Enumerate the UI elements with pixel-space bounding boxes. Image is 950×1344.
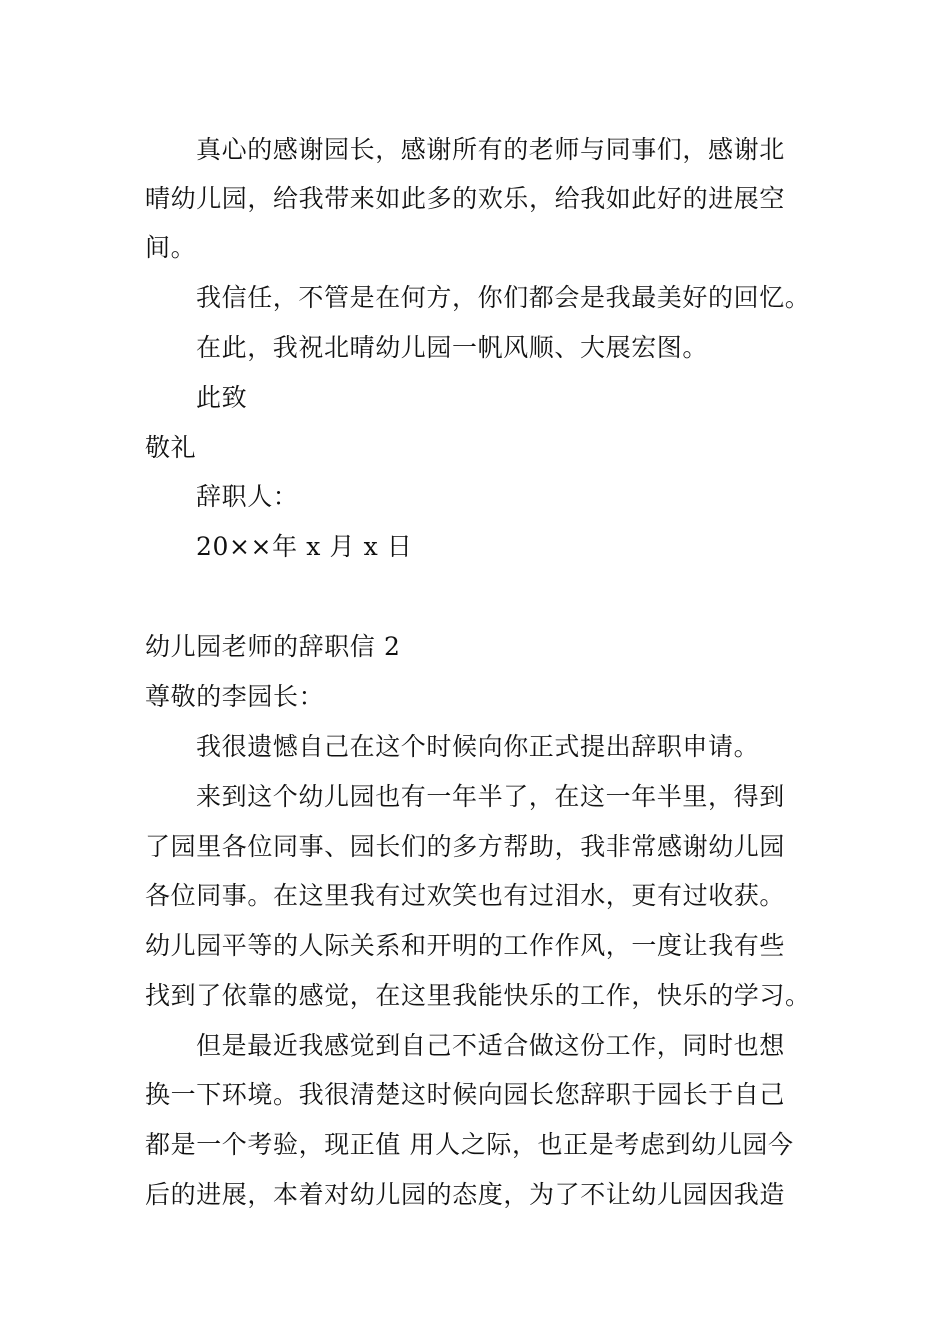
paragraph-line: 间。 (145, 233, 197, 262)
paragraph-line: 但是最近我感觉到自己不适合做这份工作，同时也想 (196, 1031, 785, 1060)
paragraph-line: 真心的感谢园长，感谢所有的老师与同事们，感谢北 (196, 135, 785, 164)
paragraph-line: 幼儿园平等的人际关系和开明的工作作风，一度让我有些 (145, 931, 786, 960)
section-title: 幼儿园老师的辞职信 2 (145, 632, 401, 661)
paragraph-line: 来到这个幼儿园也有一年半了，在这一年半里，得到 (196, 782, 785, 811)
paragraph-line: 各位同事。在这里我有过欢笑也有过泪水，更有过收获。 (145, 881, 786, 910)
paragraph-line: 换一下环境。我很清楚这时候向园长您辞职于园长于自己 (145, 1080, 786, 1109)
paragraph-line: 都是一个考验，现正值 用人之际，也正是考虑到幼儿园今 (145, 1130, 794, 1159)
paragraph-line: 找到了依靠的感觉，在这里我能快乐的工作，快乐的学习。 (145, 981, 811, 1010)
paragraph-line: 后的进展，本着对幼儿园的态度，为了不让幼儿园因我造 (145, 1180, 786, 1209)
paragraph-line: 了园里各位同事、园长们的多方帮助，我非常感谢幼儿园 (145, 832, 786, 861)
paragraph-line: 我很遗憾自己在这个时候向你正式提出辞职申请。 (196, 732, 760, 761)
date-line: 20××年 x 月 x 日 (196, 532, 413, 561)
signature-line: 辞职人： (196, 482, 299, 511)
greeting-line: 尊敬的李园长： (145, 682, 325, 711)
paragraph-line: 在此，我祝北晴幼儿园一帆风顺、大展宏图。 (196, 333, 709, 362)
salutation-line: 敬礼 (145, 433, 197, 462)
closing-line: 此致 (196, 383, 248, 412)
paragraph-line: 我信任，不管是在何方，你们都会是我最美好的回忆。 (196, 283, 811, 312)
paragraph-line: 晴幼儿园，给我带来如此多的欢乐，给我如此好的进展空 (145, 184, 786, 213)
